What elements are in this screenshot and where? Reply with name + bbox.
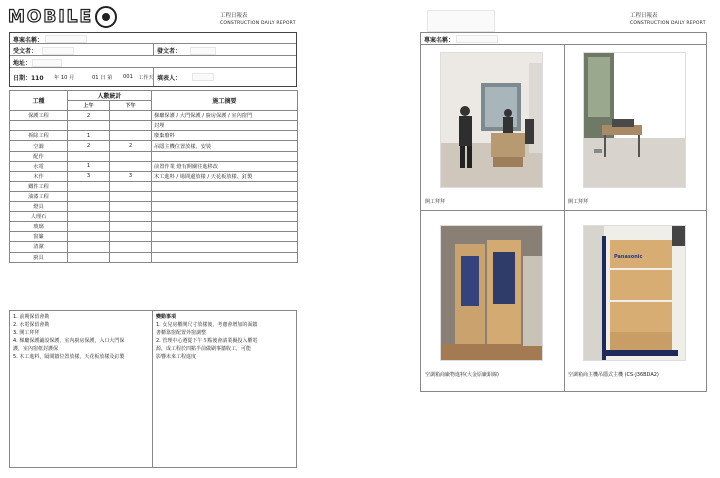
work-cell-work: 人理石 [10, 212, 68, 222]
work-row [10, 161, 298, 171]
work-cell-am: 1 [68, 131, 110, 141]
work-row [10, 111, 298, 121]
recipient-label: 受文者： [13, 48, 38, 55]
work-row [10, 131, 298, 141]
photo-1-caption: 開工拜拜 [425, 199, 446, 205]
work-cell-am [68, 232, 110, 242]
redacted-field [190, 47, 216, 55]
site-photo-3 [440, 225, 543, 361]
page2-header [630, 12, 706, 28]
work-cell-pm [110, 131, 152, 141]
right-note: 書櫃靠窗配置外窗調整 [156, 330, 207, 336]
left-note: 1. 前期保留會勘 [13, 314, 50, 320]
work-cell-work: 燈具 [10, 202, 68, 212]
work-row [10, 191, 298, 201]
work-cell-summary: 梯廳保護 / 大門保護 / 廚房保護 / 室內窗門 [152, 111, 298, 121]
work-cell-summary [152, 181, 298, 191]
work-cell-summary: 前置作業 燈有開關往進移改 [152, 161, 298, 171]
date-day: 01 日 第 [92, 75, 113, 81]
site-photo-1 [440, 52, 543, 188]
work-cell-pm [110, 161, 152, 171]
work-row [10, 222, 298, 232]
work-cell-pm: 3 [110, 171, 152, 181]
work-cell-summary: 封埋 [152, 121, 298, 131]
work-cell-work: 油漆工程 [10, 191, 68, 201]
work-cell-summary [152, 242, 298, 252]
left-notes [13, 313, 149, 361]
date-label: 日期：110 [13, 75, 44, 82]
work-cell-pm [110, 242, 152, 252]
box-brand-label: Panasonic [614, 254, 643, 260]
date-number: 001 [123, 74, 133, 80]
page2-title: 工程日報表 [630, 13, 658, 19]
work-cell-am [68, 252, 110, 262]
right-notes [156, 313, 296, 361]
work-cell-summary [152, 151, 298, 161]
work-cell-summary [152, 212, 298, 222]
work-cell-pm [110, 151, 152, 161]
sender-label: 發文者： [157, 48, 182, 55]
work-cell-work: 窗簾 [10, 232, 68, 242]
page2-project-label: 專案名稱： [424, 37, 455, 44]
work-row [10, 252, 298, 262]
col-work-header: 工種 [10, 91, 68, 111]
site-photo-4 [583, 225, 686, 361]
col-pm-header: 下午 [110, 101, 152, 111]
photo-4-caption: 空調箱商主機吊隱式主機 (CS-J36BDA2) [568, 372, 659, 378]
mobile01-logo [8, 6, 148, 28]
work-table [9, 90, 298, 263]
work-cell-work: 玻璃 [10, 222, 68, 232]
work-cell-am [68, 242, 110, 252]
work-cell-work [10, 121, 68, 131]
work-cell-work: 清潔 [10, 242, 68, 252]
work-row [10, 141, 298, 151]
work-cell-summary [152, 202, 298, 212]
work-cell-work: 保護工程 [10, 111, 68, 121]
work-row [10, 121, 298, 131]
work-cell-summary [152, 252, 298, 262]
notes-area [9, 310, 297, 468]
logo-text: MOBILE [8, 7, 94, 27]
work-cell-summary [152, 232, 298, 242]
work-row [10, 242, 298, 252]
work-cell-work: 廚具 [10, 252, 68, 262]
work-cell-pm [110, 232, 152, 242]
right-note: 2. 管理中心遵從下午５點後會請業擬投入櫃電 [156, 338, 258, 344]
work-cell-pm [110, 121, 152, 131]
work-cell-summary: 廢棄廢料 [152, 131, 298, 141]
filler-label: 填表人： [157, 75, 182, 82]
date-tail: 工作天 [138, 75, 154, 81]
page1-info-box [9, 32, 297, 87]
work-cell-work: 配作 [10, 151, 68, 161]
work-cell-pm [110, 181, 152, 191]
photo-2-caption: 開工拜拜 [568, 199, 589, 205]
redacted-field [192, 73, 214, 81]
page1-title: 工程日報表 [220, 13, 248, 19]
right-note: 影響未來工程進度 [156, 354, 197, 360]
right-note: 源，成工程於四點半前做刷事牆收工，可能 [156, 346, 252, 352]
work-cell-pm [110, 252, 152, 262]
photo-3-caption: 空調箱商廠物進料(大金原廠鋁線) [425, 372, 499, 378]
work-cell-pm [110, 222, 152, 232]
left-note: 2. 水電保留會勘 [13, 322, 50, 328]
work-cell-pm [110, 111, 152, 121]
work-cell-am [68, 212, 110, 222]
work-cell-work: 木作 [10, 171, 68, 181]
work-row [10, 171, 298, 181]
work-row [10, 151, 298, 161]
work-cell-am: 2 [68, 111, 110, 121]
work-row [10, 232, 298, 242]
work-cell-summary: 木工進料 / 場間邊放樣 / 天花板放樣、釘製 [152, 171, 298, 181]
page2-box [420, 32, 707, 392]
work-cell-am [68, 202, 110, 212]
work-row [10, 181, 298, 191]
work-cell-work: 拆除工程 [10, 131, 68, 141]
work-cell-am: 2 [68, 141, 110, 151]
work-row [10, 202, 298, 212]
work-row [10, 212, 298, 222]
redacted-logo [427, 10, 495, 32]
work-cell-am [68, 121, 110, 131]
site-photo-2 [583, 52, 686, 188]
page1-subtitle: CONSTRUCTION DAILY REPORT [220, 21, 296, 26]
date-month: 年 10 月 [54, 75, 75, 81]
work-cell-am [68, 181, 110, 191]
project-label: 專案名稱： [13, 37, 44, 44]
col-count-header: 人數統計 [68, 91, 152, 101]
work-cell-pm [110, 191, 152, 201]
col-summary-header: 施工摘要 [152, 91, 298, 111]
page1-header [220, 12, 296, 28]
work-cell-pm [110, 202, 152, 212]
left-note: 護，室內窗框封護保 [13, 346, 59, 352]
work-cell-am [68, 151, 110, 161]
work-cell-work: 水電 [10, 161, 68, 171]
left-note: 3. 開工拜拜 [13, 330, 40, 336]
work-cell-summary [152, 222, 298, 232]
address-label: 地址： [13, 60, 32, 67]
work-cell-am: 1 [68, 161, 110, 171]
col-am-header: 上午 [68, 101, 110, 111]
work-cell-work: 空調 [10, 141, 68, 151]
work-cell-pm [110, 212, 152, 222]
work-cell-am [68, 191, 110, 201]
changes-title: 變動事項 [156, 314, 177, 320]
redacted-field [45, 35, 87, 43]
page2-subtitle: CONSTRUCTION DAILY REPORT [630, 21, 706, 26]
redacted-field [456, 35, 498, 43]
work-cell-summary: 吊隱主機位置放樣、安裝 [152, 141, 298, 151]
redacted-field [32, 59, 62, 67]
work-cell-summary [152, 191, 298, 201]
left-note: 4. 梯廳保護鋪設保護，室內廚房保護，入口大門保 [13, 338, 125, 344]
left-note: 5. 木工進料，隔間牆位置放樣，天花板放樣及釘製 [13, 354, 125, 360]
logo-mark-icon [95, 6, 117, 28]
redacted-field [42, 47, 74, 55]
right-note: 1. 女兒房櫃開尺寸放樣後，考慮會增加的面牆 [156, 322, 258, 328]
work-cell-am: 3 [68, 171, 110, 181]
work-cell-am [68, 222, 110, 232]
work-cell-pm: 2 [110, 141, 152, 151]
work-cell-work: 鐵件工程 [10, 181, 68, 191]
